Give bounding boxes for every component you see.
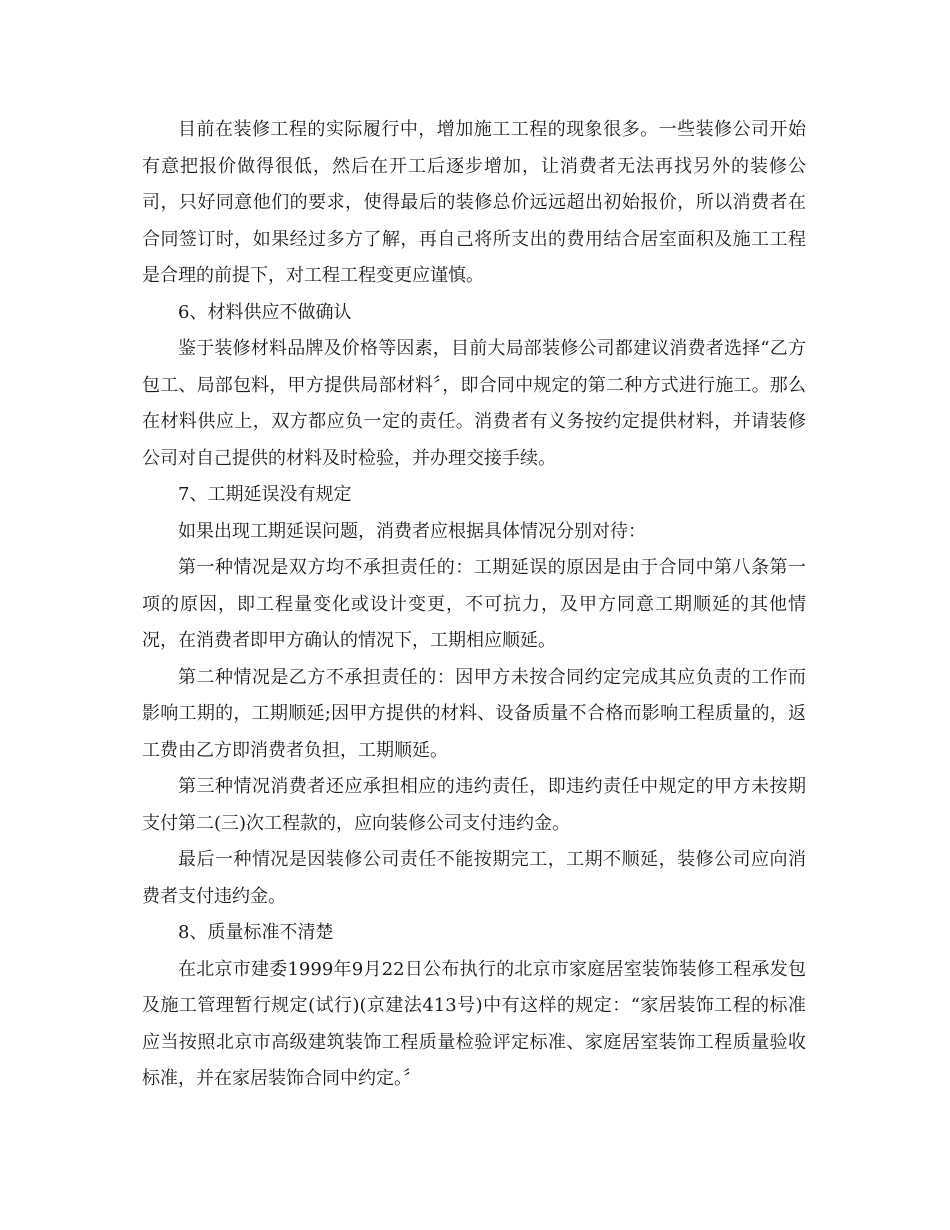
paragraph-delay-case-2: 第二种情况是乙方不承担责任的：因甲方未按合同约定完成其应负责的工作而影响工期的，工期顺延;因甲方提供的材料、设备质量不合格而影响工程质量的，返工费由乙方即消费者负担，工期顺延。 — [142, 666, 806, 761]
paragraph-delay-case-4: 最后一种情况是因装修公司责任不能按期完工，工期不顺延，装修公司应向消费者支付违约金。 — [142, 849, 806, 907]
paragraph-delay-case-1: 第一种情况是双方均不承担责任的：工期延误的原因是由于合同中第八条第一项的原因，即工程量变化或设计变更，不可抗力，及甲方同意工期顺延的其他情况，在消费者即甲方确认的情况下，工期相应顺延。 — [142, 557, 806, 651]
document-body — [142, 112, 806, 1098]
paragraph-materials: 鉴于装修材料品牌及价格等因素，目前大局部装修公司都建议消费者选择“乙方包工、局部包料，甲方提供局部材料〞，即合同中规定的第二种方式进行施工。那么在材料供应上，双方都应负一定的责任。消费者有义务按约定提供材料，并请装修公司对自己提供的材料及时检验，并办理交接手续。 — [142, 338, 806, 469]
paragraph-variations: 目前在装修工程的实际履行中，增加施工工程的现象很多。一些装修公司开始有意把报价做得很低，然后在开工后逐步增加，让消费者无法再找另外的装修公司，只好同意他们的要求，使得最后的装修总价远远超出初始报价，所以消费者在合同签订时，如果经过多方了解，再自己将所支出的费用结合居室面积及施工工程是合理的前提下，对工程工程变更应谨慎。 — [142, 119, 806, 286]
section-heading-6: 6、材料供应不做确认 — [178, 301, 352, 323]
paragraph-delay-case-3: 第三种情况消费者还应承担相应的违约责任，即违约责任中规定的甲方未按期支付第二(三)次工程款的，应向装修公司支付违约金。 — [142, 776, 806, 834]
section-heading-8: 8、质量标准不清楚 — [178, 922, 334, 943]
section-heading-7: 7、工期延误没有规定 — [178, 484, 352, 505]
paragraph-quality-standard: 在北京市建委1999年9月22日公布执行的北京市家庭居室装饰装修工程承发包及施工管理暂行规定(试行)(京建法413号)中有这样的规定：“家居装饰工程的标准应当按照北京市高级建筑装饰工程质量检验评定标准、家庭居室装饰工程质量验收标准，并在家居装饰合同中约定。〞 — [142, 958, 806, 1089]
paragraph-delay-intro: 如果出现工期延误问题，消费者应根据具体情况分别对待： — [178, 520, 646, 542]
